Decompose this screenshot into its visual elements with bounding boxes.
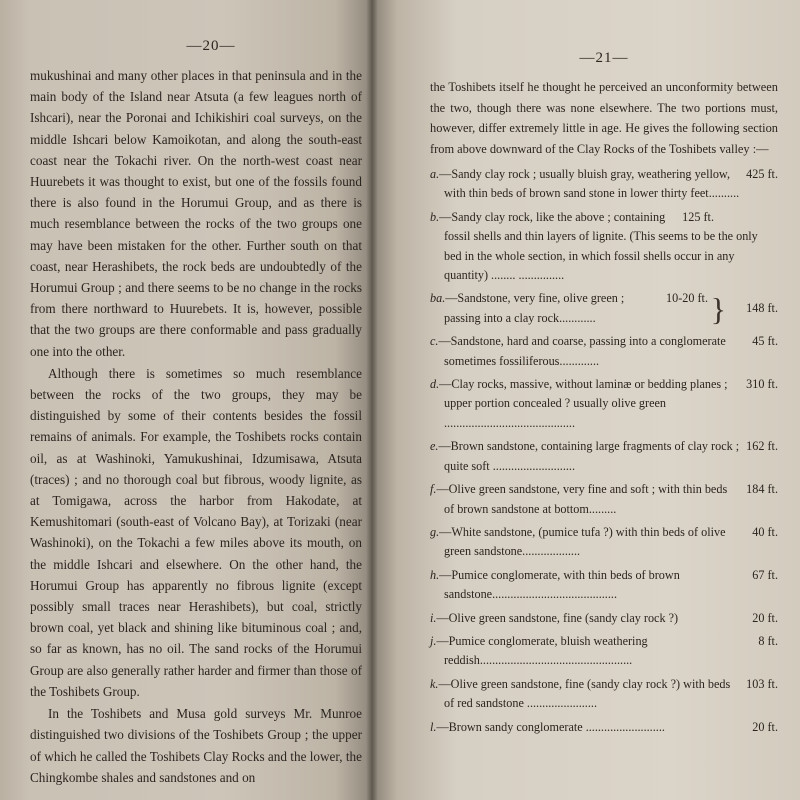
entry-text: —Olive green sandstone, fine (sandy clay rock ?) xyxy=(436,610,679,625)
paragraph: In the Toshibets and Musa gold surveys Mr. Munroe distinguished two divisions of the Toshibets Group ; the upper of which he called the Toshibets Clay Rocks and the lower, the Chingkombe shales and sandstones and on xyxy=(30,706,362,785)
thickness: 67 ft. xyxy=(752,567,778,582)
entry-label: k. xyxy=(430,676,439,691)
combined-thickness: 148 ft. xyxy=(746,301,778,316)
entry-text: —Sandy clay rock ; usually bluish gray, weathering yellow, with thin beds of brown sand stone in lower thirty feet.......... xyxy=(439,167,740,201)
entry-text: —Olive green sandstone, fine (sandy clay rock ?) with beds of red sandstone ....................... xyxy=(438,676,731,711)
entry-label: e. xyxy=(430,439,439,454)
entry-label: f. xyxy=(430,482,437,497)
thickness: 125 ft. xyxy=(682,209,714,224)
thickness: 310 ft. xyxy=(746,377,778,392)
thickness: 20 ft. xyxy=(752,610,778,625)
thickness: 20 ft. xyxy=(752,719,778,734)
entry-label: c. xyxy=(430,334,439,349)
right-page-text xyxy=(430,77,778,159)
brace-icon: } xyxy=(710,291,726,328)
entry-label: ba. xyxy=(430,291,446,306)
section-entry xyxy=(430,632,778,671)
paragraph: Although there is sometimes so much resemblance between the rocks of the two groups, they may be distinguished by some of their contents besides the fossil remains of animals. For example, the Toshibets rocks contain oil, as at Washinoki, Yamukushinai, Idzumisawa, Atsuta (traces) ; and no thorough coal but fibrous, woody lignite, as at Tomigawa, across the harbor from Hakodate, at Kemushitomari (south-east of Volcano Bay), at Torizaki (near Washinoki), on the Tokachi a few miles above its mouth, on the middle Ishcari and elsewhere. On the other hand, the Horumui Group has apparently no fibrous lignite (except possibly small traces near Herashibets), but coal, strictly brown coal, yet black and shining like bituminous coal ; and, so far as known, has no oil. The sand rocks of the Horumui Group are also generally rather harder and firmer than those of the Toshibets Group. xyxy=(30,365,362,699)
left-page xyxy=(0,0,372,800)
entry-text: —Sandstone, hard and coarse, passing into a conglomerate sometimes fossiliferous............. xyxy=(438,334,726,368)
section-entry xyxy=(430,566,778,605)
entry-text: —White sandstone, (pumice tufa ?) with thin beds of olive green sandstone................... xyxy=(439,524,726,559)
section-entry xyxy=(430,675,778,714)
entry-text: —Sandy clay rock, like the above ; containing fossil shells and thin layers of lignite. (This seems to be the only bed in the whole section, in which fossil shells occur in any quantity) ........ ............... xyxy=(439,209,758,283)
thickness: 40 ft. xyxy=(752,524,778,539)
entry-text: —Brown sandy conglomerate .......................... xyxy=(436,719,665,734)
entry-label: a. xyxy=(430,167,440,181)
thickness: 103 ft. xyxy=(746,676,778,691)
thickness: 8 ft. xyxy=(758,633,778,648)
page-number-right: —21— xyxy=(579,50,629,66)
entry-text: —Pumice conglomerate, with thin beds of brown sandstone......................................... xyxy=(439,567,680,602)
section-entry xyxy=(430,480,778,519)
section-entry xyxy=(430,437,778,476)
entry-label: b. xyxy=(430,209,440,224)
entry-text: —Olive green sandstone, very fine and soft ; with thin beds of brown sandstone at bottom......... xyxy=(436,482,728,516)
book-gutter xyxy=(366,0,378,800)
rock-section-list xyxy=(430,165,778,737)
section-entry xyxy=(430,375,778,433)
section-entry xyxy=(430,332,778,371)
entry-label: i. xyxy=(430,610,437,625)
entry-label: j. xyxy=(430,633,437,648)
thickness: 10-20 ft. xyxy=(666,291,708,306)
entry-label: d. xyxy=(430,377,440,392)
left-page-text xyxy=(30,65,362,788)
section-entry xyxy=(430,208,778,286)
right-page xyxy=(372,0,800,800)
section-entry xyxy=(430,609,778,628)
page-number-left: —20— xyxy=(186,38,236,54)
entry-label: h. xyxy=(430,567,440,582)
entry-text: —Pumice conglomerate, bluish weathering reddish.................................................. xyxy=(436,633,648,668)
thickness: 162 ft. xyxy=(746,439,778,454)
section-entry xyxy=(430,523,778,562)
entry-text: —Clay rocks, massive, without laminæ or bedding planes ; upper portion concealed ? usually olive green ........................................... xyxy=(439,377,728,430)
paragraph: mukushinai and many other places in that peninsula and in the main body of the Island near Atsuta (a few leagues north of Ishcari), near the Poronai and Ichikishiri coal surveys, on the middle Ishcari below Kamoikotan, and along the south-east coast near the Tokachi river. On the north-west coast near Huurebets it was thought to exist, but one of the fossils found there is also found in the Horumui Group, and as there is much resemblance between the rocks of the two groups one may have been mistaken for the other. Further south on that coast, near Herashibets, the rock beds are undoubtedly of the Horumui Group ; and there seems to be no change in the rocks from there northward to Huurebets. It is, however, possible that the two groups are there conformable and pass gradually one into the other. xyxy=(30,68,362,359)
section-entry xyxy=(430,165,778,204)
section-entry xyxy=(430,289,778,328)
thickness: 425 ft. xyxy=(746,167,778,181)
entry-text: —Brown sandstone, containing large fragments of clay rock ; quite soft ........................... xyxy=(438,439,740,473)
thickness: 45 ft. xyxy=(752,334,778,349)
entry-label: g. xyxy=(430,524,440,539)
thickness: 184 ft. xyxy=(746,482,778,497)
section-entry xyxy=(430,718,778,737)
entry-text: —Sandstone, very fine, olive green ; passing into a clay rock............ xyxy=(444,291,625,325)
paragraph: the Toshibets itself he thought he perceived an unconformity between the two, though there was none elsewhere. The two portions must, however, differ extremely little in age. He gives the following section from above downward of the Clay Rocks of the Toshibets valley :— xyxy=(430,80,778,156)
entry-label: l. xyxy=(430,719,437,734)
